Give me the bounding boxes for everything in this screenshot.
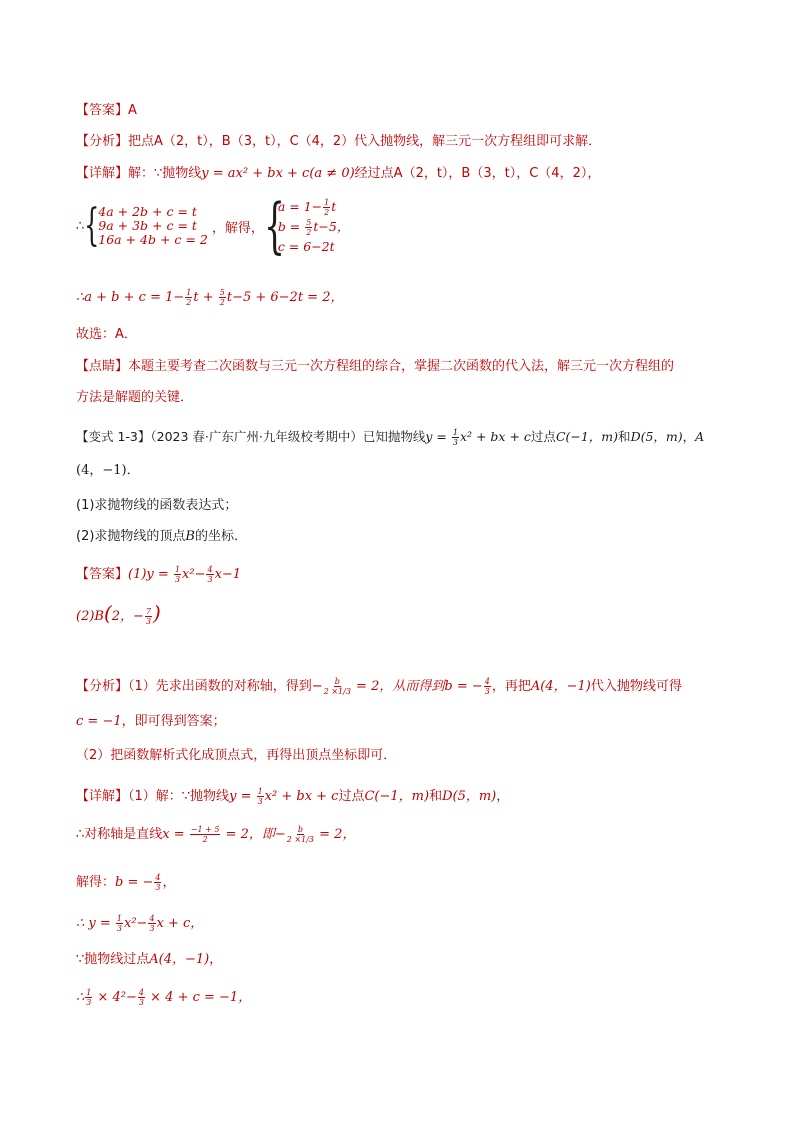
analysis-line-3: c = −1，即可得到答案； [76,714,226,729]
therefore-symbol: ∴ [76,218,85,234]
eq-1: 4a + 2b + c = t [98,204,197,219]
detail-tag: 【详解】 [76,166,129,181]
summary-line-2: 方法是解题的关键． [76,390,194,405]
equation-system [76,191,350,261]
summary-tag: 【点睛】 [76,359,129,374]
detail-points: 经过点A（2，t），B（3，t），C（4，2）， [354,166,601,181]
analysis-line-4: （2）把函数解析式化成顶点式，再得出顶点坐标即可． [76,748,397,763]
answer-tag-2: 【答案】 [76,567,129,582]
sol-a: a = 1− $\frac{1}{2}$ t [277,197,337,217]
detail-line-1 [76,165,600,183]
answer-value: A [128,103,137,118]
detail-text: 解：∵抛物线 [128,166,202,181]
summary-text-1: 本题主要考查二次函数与三元一次方程组的综合，掌握二次函数的代入法，解三元一次方程组的 [128,359,675,374]
pass-line: ∵抛物线过点A(4，−1)， [76,952,223,967]
summary-line-1 [76,358,674,376]
variant-line-1: 【变式 1-3】（2023 春·广东广州·九年级校考期中）已知抛物线y = $\frac{1}{3}$ x² + bx + c过点C(−1，m)和D(5，m)，A [76,428,705,447]
symmetry-line: ∴对称轴是直线x = $\frac{-1 + 5}{2}$ = 2，即− $\frac{b}{2 \times 1/3}$ = 2， [76,825,356,844]
analysis-line-2: 【分析】（1）先求出函数的对称轴，得到− $\frac{b}{2 \times 1/3}$ = 2，从而得到b = − $\frac{4}{3}$ ，再把A(4，−1)代入抛物线可得 [76,677,682,696]
final-line: ∴ $\frac{1}{3}$ × 4²− $\frac{4}{3}$ × 4 + c = −1， [76,988,252,1007]
analysis-line-1 [76,133,601,151]
variant-line-2: (4，−1)． [76,463,140,478]
sol-c: c = 6−2t [277,238,335,254]
variant-tag: 【变式 1-3】 [76,429,151,444]
answer-line-1 [76,102,137,120]
answer-line-3: (2)B(2，− $\frac{7}{3}$ ) [76,601,161,626]
question-2: (2)求抛物线的顶点B的坐标． [76,529,247,544]
solve-b-line: 解得：b = − $\frac{4}{3}$ ， [76,873,176,892]
answer-line-2: 【答案】(1)y = $\frac{1}{3}$ x²− $\frac{4}{3}$ x−1 [76,565,242,584]
sum-line: ∴a + b + c = 1− $\frac{1}{2}$ t + $\frac{5}{2}$ t−5 + 6−2t = 2， [76,288,344,307]
eq-2: 9a + 3b + c = t [98,218,197,233]
analysis-text: 把点A（2，t），B（3，t），C（4，2）代入抛物线，解三元一次方程组即可求解． [128,134,602,149]
system-1 [98,205,208,247]
solve-label: ，解得， [211,220,264,236]
system-2 [278,197,350,256]
parabola-formula: y = ax² + bx + c(a ≠ 0) [201,166,355,181]
sol-b: b = $\frac{5}{2}$ t−5， [277,217,350,237]
y-line: ∴ y = $\frac{1}{3}$ x²− $\frac{4}{3}$ x + c， [76,914,204,933]
detail-line-2: 【详解】（1）解：∵抛物线y = $\frac{1}{3}$ x² + bx + c过点C(−1，m)和D(5，m)， [76,787,510,806]
choice-line: 故选：A． [76,327,137,342]
analysis-tag-2: 【分析】 [76,679,129,694]
question-1: (1)求抛物线的函数表达式； [76,498,238,513]
answer-tag: 【答案】 [76,103,129,118]
left-brace-2: { [263,191,285,261]
left-brace: { [84,200,100,251]
variant-source: （2023 春·广东广州·九年级校考期中）已知抛物线 [150,429,426,444]
eq-3: 16a + 4b + c = 2 [98,232,208,247]
analysis-tag: 【分析】 [76,134,129,149]
detail-tag-2: 【详解】 [76,789,129,804]
